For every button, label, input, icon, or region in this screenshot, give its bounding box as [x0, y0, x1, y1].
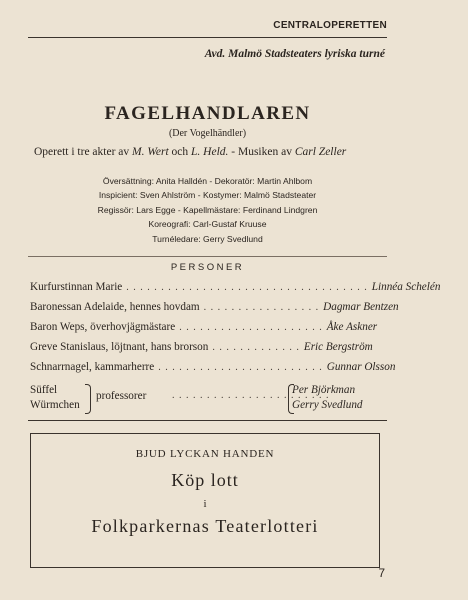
composer: Carl Zeller — [294, 146, 347, 158]
leader-dots: . . . . . . . . . . . . . . . . . — [203, 302, 320, 313]
cast-role: Baron Weps, överhovjägmästare — [30, 321, 176, 333]
leader-dots: . . . . . . . . . . . . . . . . . . . . . — [179, 322, 323, 333]
cast-actor: Gunnar Olsson — [326, 361, 396, 373]
lottery-ad-box — [30, 433, 380, 568]
cast-role: Süffel — [30, 384, 58, 396]
cast-heading: PERSONER — [170, 262, 245, 273]
cast-row — [30, 281, 441, 301]
desc-and: och — [168, 146, 192, 158]
header-org: CENTRALOPERETTEN — [273, 20, 387, 31]
leader-dots: . . . . . . . . . . . . . . . . . . . . . . . — [172, 390, 330, 401]
author-2: L. Held. — [191, 146, 229, 158]
cast-row — [30, 301, 399, 321]
cast-group-professors — [30, 383, 388, 415]
desc-prefix: Operett i tre akter av — [34, 146, 133, 158]
operetta-line — [34, 146, 346, 158]
cast-actor: Linnéa Schelén — [371, 281, 441, 293]
group-roles — [30, 383, 80, 413]
credit-line: Regissör: Lars Egge - Kapellmästare: Ferdinand Lindgren — [97, 204, 318, 215]
ad-tagline: BJUD LYCKAN HANDEN — [135, 448, 275, 460]
top-rule — [28, 37, 387, 38]
cast-role: Würmchen — [30, 399, 80, 411]
cast-role: Baronessan Adelaide, hennes hovdam — [30, 301, 200, 313]
desc-music: - Musiken av — [228, 146, 295, 158]
author-1: M. Wert — [132, 146, 169, 158]
ad-headline: Köp lott — [171, 470, 239, 490]
credit-line: Koreografi: Carl-Gustaf Kruuse — [148, 219, 267, 230]
leader-dots: . . . . . . . . . . . . . . . . . . . . . . . . . . . . . . . . . . . — [126, 282, 368, 293]
cast-role: Schnarrnagel, kammarherre — [30, 361, 155, 373]
tour-line: Avd. Malmö Stadsteaters lyriska turné — [204, 48, 385, 60]
cast-role: Greve Stanislaus, löjtnant, hans brorson — [30, 341, 209, 353]
leader-dots: . . . . . . . . . . . . . — [212, 342, 300, 353]
credits-block — [0, 174, 415, 246]
page-number: 7 — [378, 566, 385, 580]
group-actors — [292, 383, 363, 413]
credit-line: Turnéledare: Gerry Svedlund — [152, 233, 263, 244]
cast-actor: Eric Bergström — [303, 341, 373, 353]
leader-dots: . . . . . . . . . . . . . . . . . . . . . . . . — [158, 362, 323, 373]
ad-conjunction: i — [203, 498, 207, 510]
group-label: professorer — [96, 390, 147, 402]
cast-actor: Per Björkman — [292, 384, 356, 396]
cast-row — [30, 361, 396, 381]
cast-actor: Gerry Svedlund — [292, 399, 363, 411]
cast-actor: Dagmar Bentzen — [323, 301, 399, 313]
left-brace — [85, 384, 91, 414]
credit-line: Inspicient: Sven Ahlström - Kostymer: Malmö Stadsteater — [98, 190, 317, 201]
production-title: FAGELHANDLAREN — [104, 103, 311, 124]
cast-actor: Åke Askner — [326, 321, 378, 333]
bottom-rule — [28, 420, 387, 421]
cast-list — [30, 281, 441, 415]
production-subtitle: (Der Vogelhändler) — [168, 128, 247, 139]
credit-line: Översättning: Anita Halldén - Dekoratör: Martin Ahlbom — [102, 176, 313, 186]
cast-role: Kurfurstinnan Marie — [30, 281, 123, 293]
cast-row — [30, 341, 388, 361]
section-divider — [28, 256, 387, 257]
ad-lottery-name: Folkparkernas Teaterlotteri — [91, 516, 319, 536]
cast-row — [30, 321, 388, 341]
